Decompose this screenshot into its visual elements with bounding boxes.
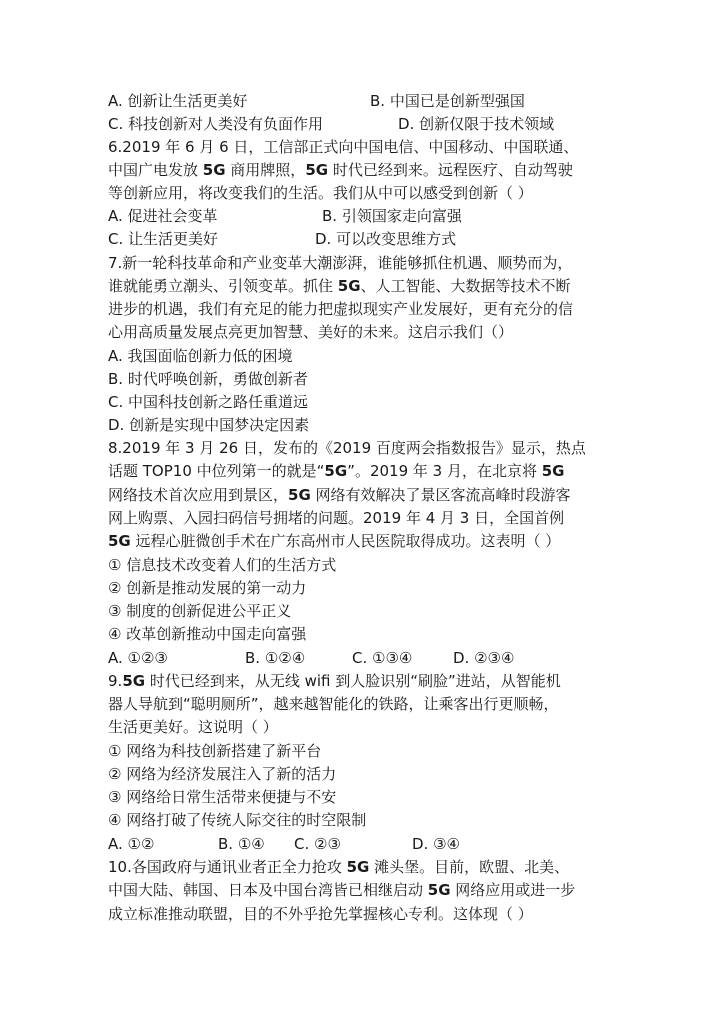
- q7-stem-line-3: 进步的机遇，我们有充足的能力把虚拟现实产业发展好，更有充分的信: [108, 300, 574, 318]
- q6-option-b: B. 引领国家走向富强: [322, 207, 462, 225]
- q5-option-b: B. 中国已是创新型强国: [370, 92, 525, 110]
- q6-option-c: C. 让生活更美好: [108, 230, 219, 248]
- q8-option-a: A. ①②③: [108, 649, 168, 667]
- q8-stem-line-5: 5G 远程心脏微创手术在广东高州市人民医院取得成功。这表明（ ）: [108, 532, 561, 550]
- q7-option-a: A. 我国面临创新力低的困境: [108, 347, 293, 365]
- q8-option-c: C. ①③④: [352, 649, 413, 667]
- q8-item-3: ③ 制度的创新促进公平正义: [108, 602, 292, 620]
- q9-option-b: B. ①④: [218, 835, 265, 853]
- q6-option-a: A. 促进社会变革: [108, 207, 218, 225]
- q8-stem-line-4: 网上购票、入园扫码信号拥堵的问题。2019 年 4 月 3 日，全国首例: [108, 509, 565, 527]
- q9-option-a: A. ①②: [108, 835, 155, 853]
- q5-option-d: D. 创新仅限于技术领域: [398, 115, 555, 133]
- q9-stem-line-1: 9.5G 时代已经到来，从无线 wifi 到人脸识别“刷脸”进站，从智能机: [108, 672, 561, 690]
- q8-stem-line-3: 网络技术首次应用到景区，5G 网络有效解决了景区客流高峰时段游客: [108, 486, 571, 504]
- q9-option-d: D. ③④: [412, 835, 460, 853]
- q8-item-4: ④ 改革创新推动中国走向富强: [108, 625, 307, 643]
- q7-option-b: B. 时代呼唤创新，勇做创新者: [108, 370, 308, 388]
- q6-stem-line-3: 等创新应用，将改变我们的生活。我们从中可以感受到创新（ ）: [108, 184, 533, 202]
- q7-stem-line-1: 7.新一轮科技革命和产业变革大潮澎湃，谁能够抓住机遇、顺势而为，: [108, 254, 573, 272]
- q9-stem-line-3: 生活更美好。这说明（ ）: [108, 718, 278, 736]
- q8-option-d: D. ②③④: [453, 649, 515, 667]
- q6-stem-line-1: 6.2019 年 6 月 6 日，工信部正式向中国电信、中国移动、中国联通、: [108, 138, 579, 156]
- q9-item-1: ① 网络为科技创新搭建了新平台: [108, 742, 322, 760]
- q9-stem-line-2: 器人导航到“聪明厕所”，越来越智能化的铁路，让乘客出行更顺畅，: [108, 695, 559, 713]
- q7-option-c: C. 中国科技创新之路任重道远: [108, 393, 309, 411]
- q5-option-c: C. 科技创新对人类没有负面作用: [108, 115, 324, 133]
- q6-option-d: D. 可以改变思维方式: [315, 230, 457, 248]
- q6-stem-line-2: 中国广电发放 5G 商用牌照，5G 时代已经到来。远程医疗、自动驾驶: [108, 161, 573, 179]
- q9-option-c: C. ②③: [294, 835, 341, 853]
- q8-stem-line-1: 8.2019 年 3 月 26 日，发布的《2019 百度两会指数报告》显示，热点: [108, 439, 586, 457]
- q7-stem-line-2: 谁就能勇立潮头、引领变革。抓住 5G、人工智能、大数据等技术不断: [108, 277, 571, 295]
- q7-option-d: D. 创新是实现中国梦决定因素: [108, 416, 310, 434]
- q8-stem-line-2: 话题 TOP10 中位列第一的就是“5G”。2019 年 3 月，在北京将 5G: [108, 462, 565, 480]
- q10-stem-line-3: 成立标准推动联盟，目的不外乎抢先掌握核心专利。这体现（ ）: [108, 905, 533, 923]
- q8-option-b: B. ①②④: [245, 649, 306, 667]
- q10-stem-line-1: 10.各国政府与通讯业者正全力抢攻 5G 滩头堡。目前，欧盟、北美、: [108, 858, 570, 876]
- q9-item-4: ④ 网络打破了传统人际交往的时空限制: [108, 811, 367, 829]
- q8-item-2: ② 创新是推动发展的第一动力: [108, 579, 307, 597]
- q7-stem-line-4: 心用高质量发展点亮更加智慧、美好的未来。这启示我们（）: [108, 323, 514, 341]
- q9-item-3: ③ 网络给日常生活带来便捷与不安: [108, 788, 337, 806]
- q8-item-1: ① 信息技术改变着人们的生活方式: [108, 556, 337, 574]
- q5-option-a: A. 创新让生活更美好: [108, 92, 248, 110]
- q9-item-2: ② 网络为经济发展注入了新的活力: [108, 765, 337, 783]
- q10-stem-line-2: 中国大陆、韩国、日本及中国台湾皆已相继启动 5G 网络应用或进一步: [108, 881, 576, 899]
